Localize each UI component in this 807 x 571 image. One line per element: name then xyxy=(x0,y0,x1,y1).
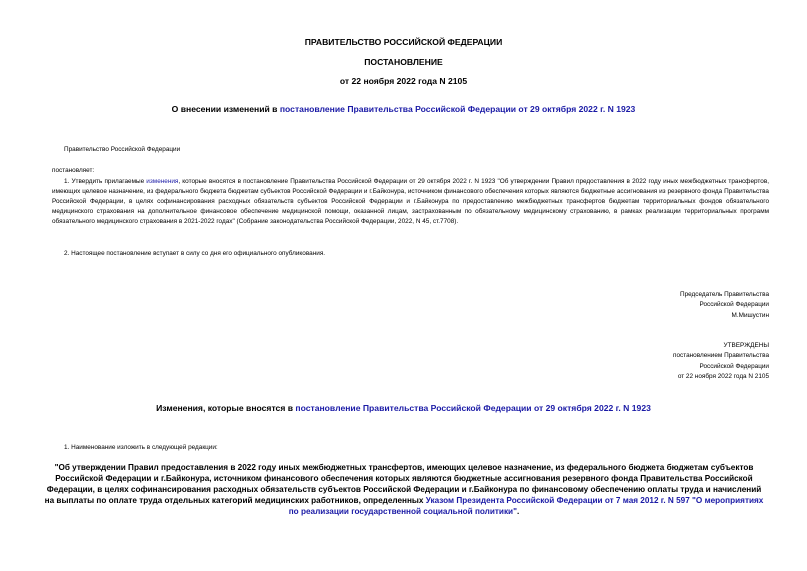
decree-597-link[interactable]: Указом Президента Российской Федерации от 7 мая 2012 г. N 597 "О мероприятиях по реализации государственной социальной политики" xyxy=(288,496,764,516)
item-1-text-a: 1. Утвердить прилагаемые xyxy=(64,178,147,185)
signature-line-2: Российской Федерации xyxy=(699,301,769,309)
approval-line-1: УТВЕРЖДЕНЫ xyxy=(723,342,769,349)
approval-block xyxy=(673,341,769,382)
item-2-paragraph: 2. Настоящее постановление вступает в силу со дня его официального опубликования. xyxy=(64,250,326,257)
item-1-text-b: , которые вносятся в постановление Правительства Российской Федерации от 29 октября 2022 г. N 1923 "Об утверждении Правил предоставления в 2022 году иных межбюджетных трансфертов, имеющих целевое назначение, из федерального бюджета бюджетам субъектов Российской Федерации и г.Байконура, источником финансового обеспечения которых являются бюджетные ассигнования из резервного фонда Правительства Российской Федерации, в целях софинансирования расходных обязательств субъектов Российской Федерации и г.Байконура по предоставлению межбюджетных трансфертов бюджетам территориальных фондов обязательного медицинского страхования на дополнительное финансовое обеспечение медицинской помощи, оказанной лицам, застрахованным по обязательному медицинскому страхованию, в рамках реализации территориальных программ обязательного медицинского страхования в 2021-2022 годах" (Собрание законодательства Российской Федерации, 2022, N 45, ст.7708). xyxy=(52,178,769,226)
changes-title-prefix: Изменения, которые вносятся в xyxy=(156,403,296,413)
approval-line-3: Российской Федерации xyxy=(699,362,769,370)
issuer: Правительство Российской Федерации xyxy=(64,146,181,153)
new-title-quote xyxy=(44,462,764,517)
signature-name: М.Мишустин xyxy=(731,311,769,319)
changes-title xyxy=(0,403,807,413)
doc-title-link[interactable]: постановление Правительства Российской Федерации от 29 октября 2022 г. N 1923 xyxy=(279,104,636,114)
signature-line-1: Председатель Правительства xyxy=(680,291,769,298)
quote-text-a: "Об утверждении Правил предоставления в 2022 году иных межбюджетных трансфертов, имеющих целевое назначение, из федерального бюджета бюджетам субъектов Российской Федерации и г.Байконура, источником финансового обеспечения которых являются бюджетные ассигнования резервного фонда Правительства Российской Федерации, в целях софинансирования расходных обязательств субъектов Российской Федерации и г.Байконура по финансовому обеспечению оплаты труда и начислений на выплаты по оплате труда отдельных категорий медицинских работников, определенных xyxy=(44,463,762,505)
doc-type-heading: ПОСТАНОВЛЕНИЕ xyxy=(364,57,443,67)
doc-title-prefix: О внесении изменений в xyxy=(171,104,280,114)
decrees-word: постановляет: xyxy=(52,167,95,174)
approval-line-4: от 22 ноября 2022 года N 2105 xyxy=(677,372,769,380)
changes-title-link[interactable]: постановление Правительства Российской Федерации от 29 октября 2022 г. N 1923 xyxy=(295,403,651,413)
org-heading: ПРАВИТЕЛЬСТВО РОССИЙСКОЙ ФЕДЕРАЦИИ xyxy=(304,37,503,47)
changes-link[interactable]: изменения xyxy=(146,178,179,185)
signature-block xyxy=(680,290,769,321)
quote-text-b: . xyxy=(516,507,520,516)
doc-date-number: от 22 ноября 2022 года N 2105 xyxy=(339,76,468,86)
change-item-1: 1. Наименование изложить в следующей редакции: xyxy=(64,444,218,451)
item-1-paragraph xyxy=(52,177,769,227)
approval-line-2: постановлением Правительства xyxy=(673,352,769,360)
doc-title xyxy=(0,104,807,114)
